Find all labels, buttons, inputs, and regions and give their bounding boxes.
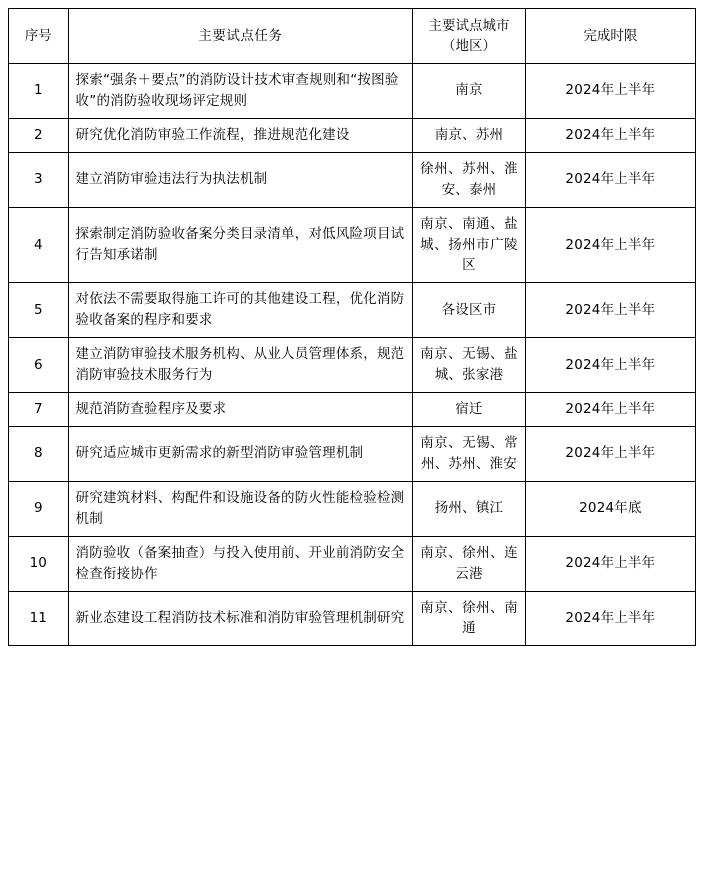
cell-deadline: 2024年上半年 xyxy=(525,152,695,207)
cell-deadline: 2024年上半年 xyxy=(525,338,695,393)
cell-number: 1 xyxy=(9,64,69,119)
cell-task: 对依法不需要取得施工许可的其他建设工程，优化消防验收备案的程序和要求 xyxy=(68,283,413,338)
cell-task: 新业态建设工程消防技术标准和消防审验管理机制研究 xyxy=(68,591,413,646)
pilot-tasks-table xyxy=(8,8,696,646)
table-row xyxy=(9,426,696,481)
cell-number: 8 xyxy=(9,426,69,481)
cell-number: 10 xyxy=(9,536,69,591)
cell-number: 7 xyxy=(9,393,69,427)
cell-city: 宿迁 xyxy=(413,393,526,427)
cell-city: 扬州、镇江 xyxy=(413,481,526,536)
cell-task: 研究建筑材料、构配件和设施设备的防火性能检验检测机制 xyxy=(68,481,413,536)
cell-number: 5 xyxy=(9,283,69,338)
table-row xyxy=(9,207,696,283)
cell-deadline: 2024年上半年 xyxy=(525,283,695,338)
cell-deadline: 2024年上半年 xyxy=(525,118,695,152)
cell-city: 南京 xyxy=(413,64,526,119)
cell-task: 探索“强条＋要点”的消防设计技术审查规则和“按图验收”的消防验收现场评定规则 xyxy=(68,64,413,119)
cell-number: 9 xyxy=(9,481,69,536)
cell-number: 11 xyxy=(9,591,69,646)
cell-deadline: 2024年上半年 xyxy=(525,393,695,427)
table-row xyxy=(9,481,696,536)
cell-task: 研究优化消防审验工作流程，推进规范化建设 xyxy=(68,118,413,152)
column-header-number: 序号 xyxy=(9,9,69,64)
cell-city: 南京、徐州、连云港 xyxy=(413,536,526,591)
table-header xyxy=(9,9,696,64)
cell-number: 4 xyxy=(9,207,69,283)
cell-task: 探索制定消防验收备案分类目录清单，对低风险项目试行告知承诺制 xyxy=(68,207,413,283)
cell-task: 规范消防查验程序及要求 xyxy=(68,393,413,427)
table-row xyxy=(9,64,696,119)
cell-number: 6 xyxy=(9,338,69,393)
table-header-row xyxy=(9,9,696,64)
cell-city: 各设区市 xyxy=(413,283,526,338)
cell-number: 2 xyxy=(9,118,69,152)
cell-deadline: 2024年上半年 xyxy=(525,64,695,119)
table-body xyxy=(9,64,696,646)
cell-deadline: 2024年上半年 xyxy=(525,591,695,646)
table-row xyxy=(9,283,696,338)
cell-deadline: 2024年底 xyxy=(525,481,695,536)
cell-city: 南京、苏州 xyxy=(413,118,526,152)
table-row xyxy=(9,338,696,393)
table-row xyxy=(9,393,696,427)
cell-task: 建立消防审验违法行为执法机制 xyxy=(68,152,413,207)
cell-city: 南京、徐州、南通 xyxy=(413,591,526,646)
column-header-deadline: 完成时限 xyxy=(525,9,695,64)
table-row xyxy=(9,591,696,646)
cell-task: 研究适应城市更新需求的新型消防审验管理机制 xyxy=(68,426,413,481)
cell-task: 消防验收（备案抽查）与投入使用前、开业前消防安全检查衔接协作 xyxy=(68,536,413,591)
cell-city: 南京、南通、盐城、扬州市广陵区 xyxy=(413,207,526,283)
column-header-task: 主要试点任务 xyxy=(68,9,413,64)
table-row xyxy=(9,152,696,207)
cell-city: 徐州、苏州、淮安、泰州 xyxy=(413,152,526,207)
cell-number: 3 xyxy=(9,152,69,207)
cell-city: 南京、无锡、盐城、张家港 xyxy=(413,338,526,393)
table-row xyxy=(9,536,696,591)
cell-deadline: 2024年上半年 xyxy=(525,207,695,283)
cell-city: 南京、无锡、常州、苏州、淮安 xyxy=(413,426,526,481)
cell-deadline: 2024年上半年 xyxy=(525,426,695,481)
column-header-city: 主要试点城市（地区） xyxy=(413,9,526,64)
cell-task: 建立消防审验技术服务机构、从业人员管理体系，规范消防审验技术服务行为 xyxy=(68,338,413,393)
table-row xyxy=(9,118,696,152)
cell-deadline: 2024年上半年 xyxy=(525,536,695,591)
